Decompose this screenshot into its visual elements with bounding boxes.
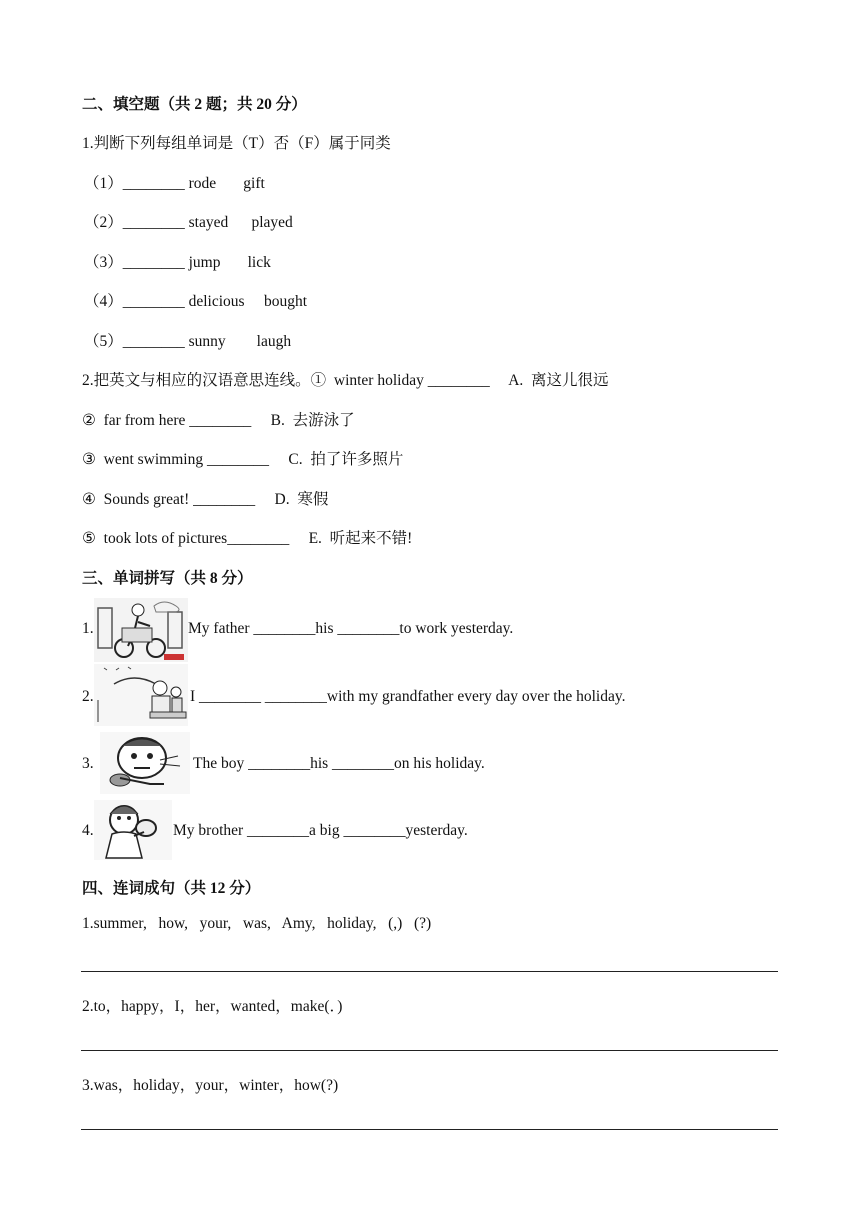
q1-prompt: 1.判断下列每组单词是（T）否（F）属于同类 bbox=[82, 135, 391, 152]
s4-item-1: 1.summer, how, your, was, Amy, holiday, (,) (?) bbox=[82, 915, 432, 932]
boy-eating-image bbox=[94, 800, 172, 860]
s3-item-4-num: 4. bbox=[82, 822, 94, 839]
boy-hurt-image bbox=[100, 732, 190, 794]
fishing-image bbox=[94, 664, 188, 726]
s4-item-2: 2.to，happy，I，her，wanted，make(．) bbox=[82, 998, 343, 1015]
s3-item-2-text: I ________ ________with my grandfather every day over the holiday. bbox=[190, 688, 626, 705]
q1-item-2: （2）________ stayed played bbox=[84, 214, 293, 231]
s3-item-2-num: 2. bbox=[82, 688, 94, 705]
section4-heading: 四、连词成句（共 12 分） bbox=[82, 880, 261, 897]
q1-item-1: （1）________ rode gift bbox=[84, 175, 265, 192]
s3-item-1-num: 1. bbox=[82, 620, 94, 637]
q2-line-2: ② far from here ________ B. 去游泳了 bbox=[82, 412, 355, 429]
answer-line-2[interactable] bbox=[81, 1050, 778, 1051]
s3-item-3-text: The boy ________his ________on his holiday. bbox=[193, 755, 485, 772]
answer-line-3[interactable] bbox=[81, 1129, 778, 1130]
section3-heading: 三、单词拼写（共 8 分） bbox=[82, 570, 253, 587]
s3-item-1-text: My father ________his ________to work yesterday. bbox=[188, 620, 514, 637]
q2-line-4: ④ Sounds great! ________ D. 寒假 bbox=[82, 491, 329, 508]
answer-line-1[interactable] bbox=[81, 971, 778, 972]
q2-line-3: ③ went swimming ________ C. 拍了许多照片 bbox=[82, 451, 404, 468]
q2-line-5: ⑤ took lots of pictures________ E. 听起来不错! bbox=[82, 530, 413, 547]
q1-item-5: （5）________ sunny laugh bbox=[84, 333, 292, 350]
s3-item-3-num: 3. bbox=[82, 755, 94, 772]
q1-item-3: （3）________ jump lick bbox=[84, 254, 271, 271]
man-riding-bike-image bbox=[94, 598, 188, 662]
s3-item-4-text: My brother ________a big ________yesterday. bbox=[173, 822, 468, 839]
s4-item-3: 3.was，holiday，your，winter，how(?) bbox=[82, 1077, 339, 1094]
q2-line-1: 2.把英文与相应的汉语意思连线。① winter holiday ________ A. 离这儿很远 bbox=[82, 372, 609, 389]
q1-item-4: （4）________ delicious bought bbox=[84, 293, 308, 310]
section2-heading: 二、填空题（共 2 题；共 20 分） bbox=[82, 96, 307, 113]
